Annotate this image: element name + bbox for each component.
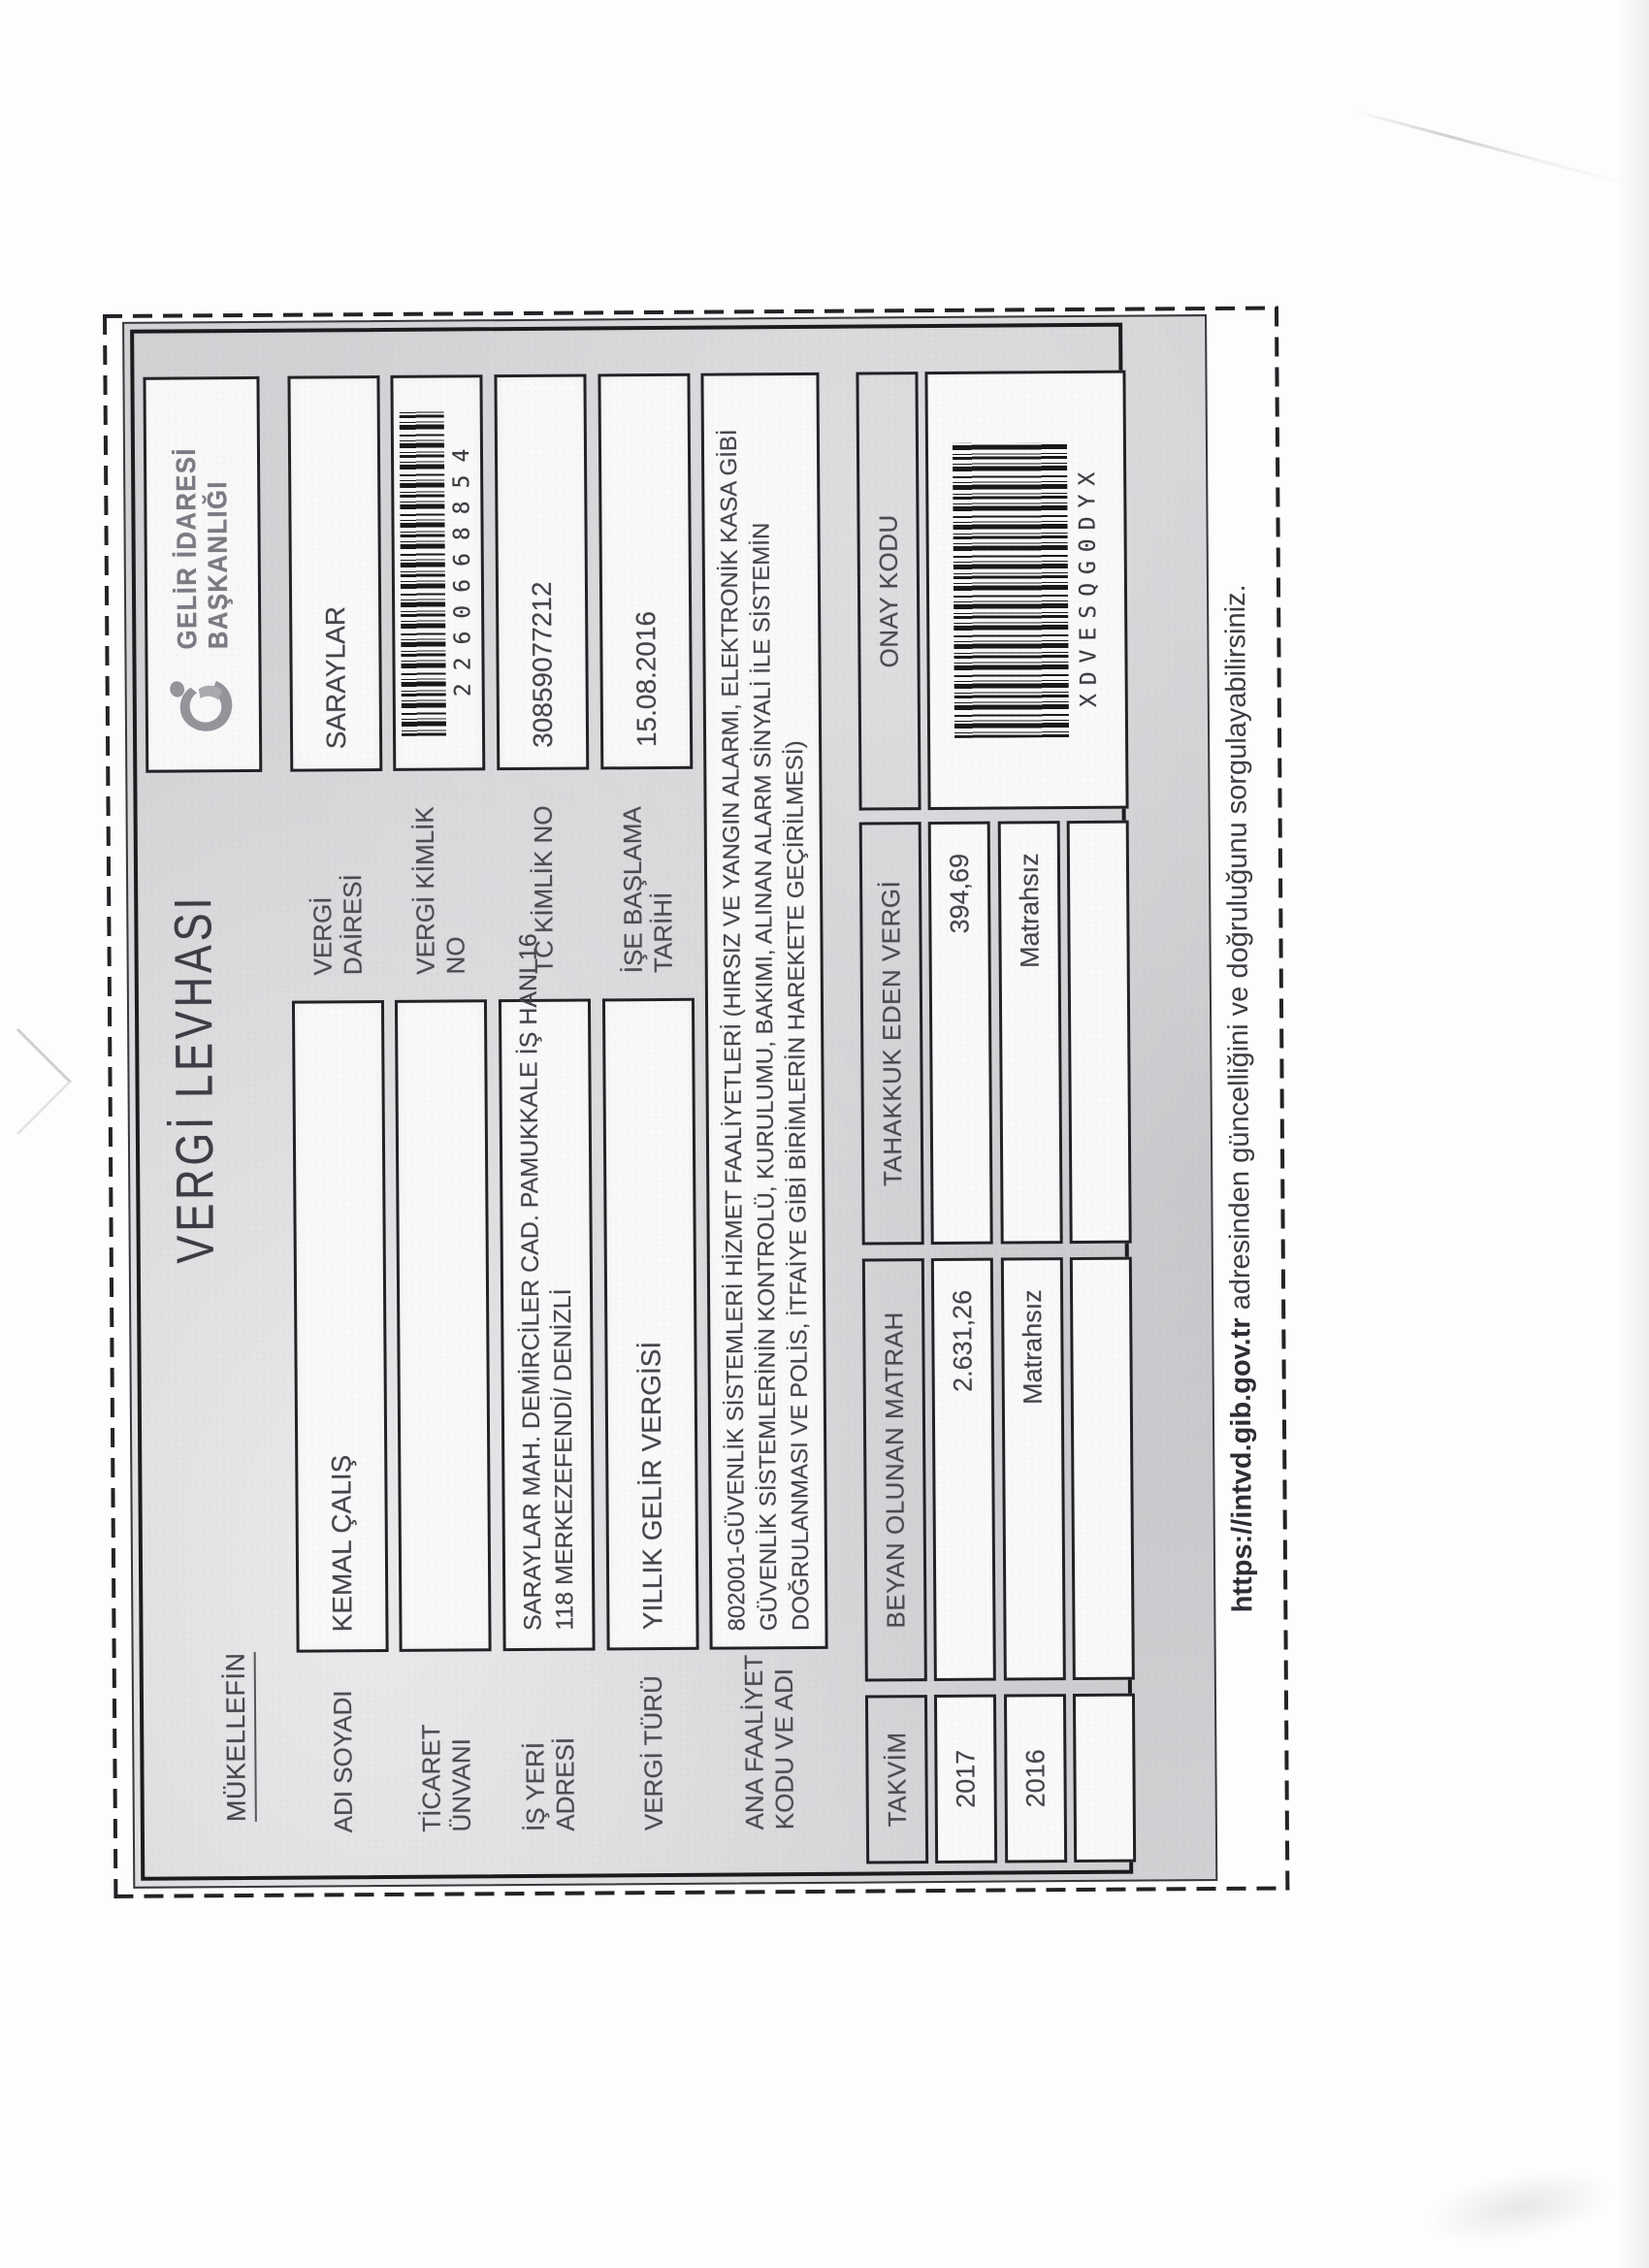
label-line2: TARİHİ	[647, 891, 678, 974]
table-cell-matrah-2017: 2.631,26	[931, 1258, 996, 1681]
field-value-vergi-kimlik-no	[390, 374, 485, 771]
field-value-ise-baslama-tarihi	[598, 373, 693, 770]
table-cell-year-2016: 2016	[1004, 1694, 1067, 1863]
certificate-frame	[130, 323, 1133, 1881]
field-label-ise-baslama-tarihi	[600, 779, 694, 974]
table-cell-vergi-empty	[1067, 821, 1132, 1244]
field-label-vergi-kimlik-no	[393, 780, 486, 975]
value-text: YILLIK GELİR VERGİSİ	[634, 1341, 667, 1631]
onay-kodu-barcode	[952, 442, 1068, 738]
label-text: TİCARET ÜNVANI	[415, 1724, 476, 1832]
table-cell-vergi-2017: 394,69	[928, 822, 993, 1245]
table-cell-vergi-2016: Matrahsız	[998, 821, 1063, 1244]
label-line1: ANA FAALİYET	[738, 1654, 769, 1831]
label-text: İŞ YERİ ADRESİ	[519, 1736, 580, 1832]
activity-line1: 802001-GÜVENLİK SİSTEMLERİ HİZMET FAALİYETLERİ (HIRSIZ VE YANGIN ALARMI, ELEKTRONİK KASA GİBİ	[715, 429, 750, 1632]
value-text: 15.08.2016	[630, 610, 662, 748]
field-value-adi-soyadi	[292, 1000, 389, 1653]
label-line1: VERGİ KİMLİK	[409, 806, 440, 975]
vergi-kimlik-number: 2260668854	[448, 436, 476, 697]
onay-kodu-box	[924, 371, 1128, 810]
certificate-sheet	[122, 314, 1217, 1889]
field-value-vergi-dairesi	[287, 375, 382, 772]
tax-plate-document	[103, 307, 1289, 1898]
table-cell-year-empty	[1073, 1694, 1136, 1863]
verification-url: https://intvd.gib.gov.tr	[1225, 1317, 1259, 1613]
field-value-tc-kimlik-no	[494, 374, 589, 771]
field-label-vergi-dairesi	[290, 781, 383, 976]
taxpayer-section-label: MÜKELLEFİN	[221, 1652, 257, 1822]
label-line2: NO	[439, 936, 470, 975]
field-label-adi-soyadi	[297, 1656, 390, 1833]
paper-fold-mark	[0, 1028, 72, 1135]
address-line1: SARAYLAR MAH. DEMİRCİLER CAD. PAMUKKALE İŞ HANI 16	[513, 933, 546, 1632]
table-cell-matrah-empty	[1070, 1257, 1135, 1680]
gib-logo-icon	[164, 666, 244, 747]
label-line1: VERGİ	[307, 896, 338, 976]
table-header-onay-kodu: ONAY KODU	[856, 372, 921, 810]
vergi-kimlik-barcode	[400, 410, 446, 736]
address-line2: 118 MERKEZEFENDİ/ DENİZLİ	[548, 1288, 578, 1631]
value-text: SARAYLAR	[319, 605, 351, 750]
field-value-vergi-turu	[602, 998, 699, 1651]
activity-line2: GÜVENLİK SİSTEMLERİNİN KONTROLÜ, KURULUMU, BAKIMI, ALINAN ALARM SİNYALİ İLE SİSTEMİN	[748, 522, 782, 1632]
label-text: VERGİ TÜRÜ	[637, 1675, 668, 1831]
agency-name-line1: GELİR İDARESİ	[170, 446, 203, 650]
revenue-administration-logo-box	[143, 376, 262, 773]
label-line2: KODU VE ADI	[768, 1668, 799, 1831]
scan-edge-shadow	[1616, 0, 1649, 2268]
field-value-ticaret-unvani	[395, 999, 492, 1652]
label-line2: DAİRESİ	[337, 874, 368, 976]
table-header-matrah: BEYAN OLUNAN MATRAH	[862, 1258, 927, 1681]
scan-smudge	[1413, 2154, 1627, 2259]
activity-line3: DOĞRULANMASI VE POLİS, İTFAİYE GİBİ BİRİMLERİN HAREKETE GEÇİRİLMESİ)	[781, 740, 814, 1632]
field-value-ana-faaliyet	[700, 373, 827, 1650]
cut-line-left	[113, 1886, 1289, 1897]
value-text: 30859077212	[526, 581, 558, 748]
paper-crease	[1355, 110, 1637, 188]
cut-line-top	[103, 314, 117, 1898]
table-header-vergi: TAHAKKUK EDEN VERGİ	[859, 822, 924, 1245]
table-header-takvim: TAKVİM	[865, 1695, 928, 1863]
field-label-ticaret-unvani	[400, 1655, 493, 1832]
label-text: TC KİMLİK NO	[528, 805, 559, 974]
label-line1: İŞE BAŞLAMA	[617, 806, 648, 974]
agency-name-line2: BAŞKANLIĞI	[202, 479, 234, 650]
verification-footer	[1218, 307, 1261, 1891]
onay-kodu-value: XDVESQG0DYX	[1074, 463, 1102, 708]
field-label-is-yeri-adresi	[503, 1654, 597, 1831]
value-text: KEMAL ÇALIŞ	[325, 1454, 357, 1633]
verification-text: adresinden güncelliğini ve doğruluğunu sorgulayabilirsiniz.	[1219, 584, 1257, 1318]
field-label-tc-kimlik-no	[497, 780, 590, 975]
field-value-is-yeri-adresi	[499, 933, 596, 1652]
field-label-ana-faaliyet	[710, 1653, 829, 1831]
table-cell-year-2017: 2017	[934, 1695, 997, 1863]
cut-line-bottom	[1275, 307, 1289, 1891]
label-text: ADI SOYADI	[327, 1690, 358, 1833]
field-label-vergi-turu	[607, 1654, 700, 1831]
document-title: VERGİ LEVHASI	[164, 893, 225, 1264]
table-cell-matrah-2016: Matrahsız	[1001, 1257, 1066, 1680]
